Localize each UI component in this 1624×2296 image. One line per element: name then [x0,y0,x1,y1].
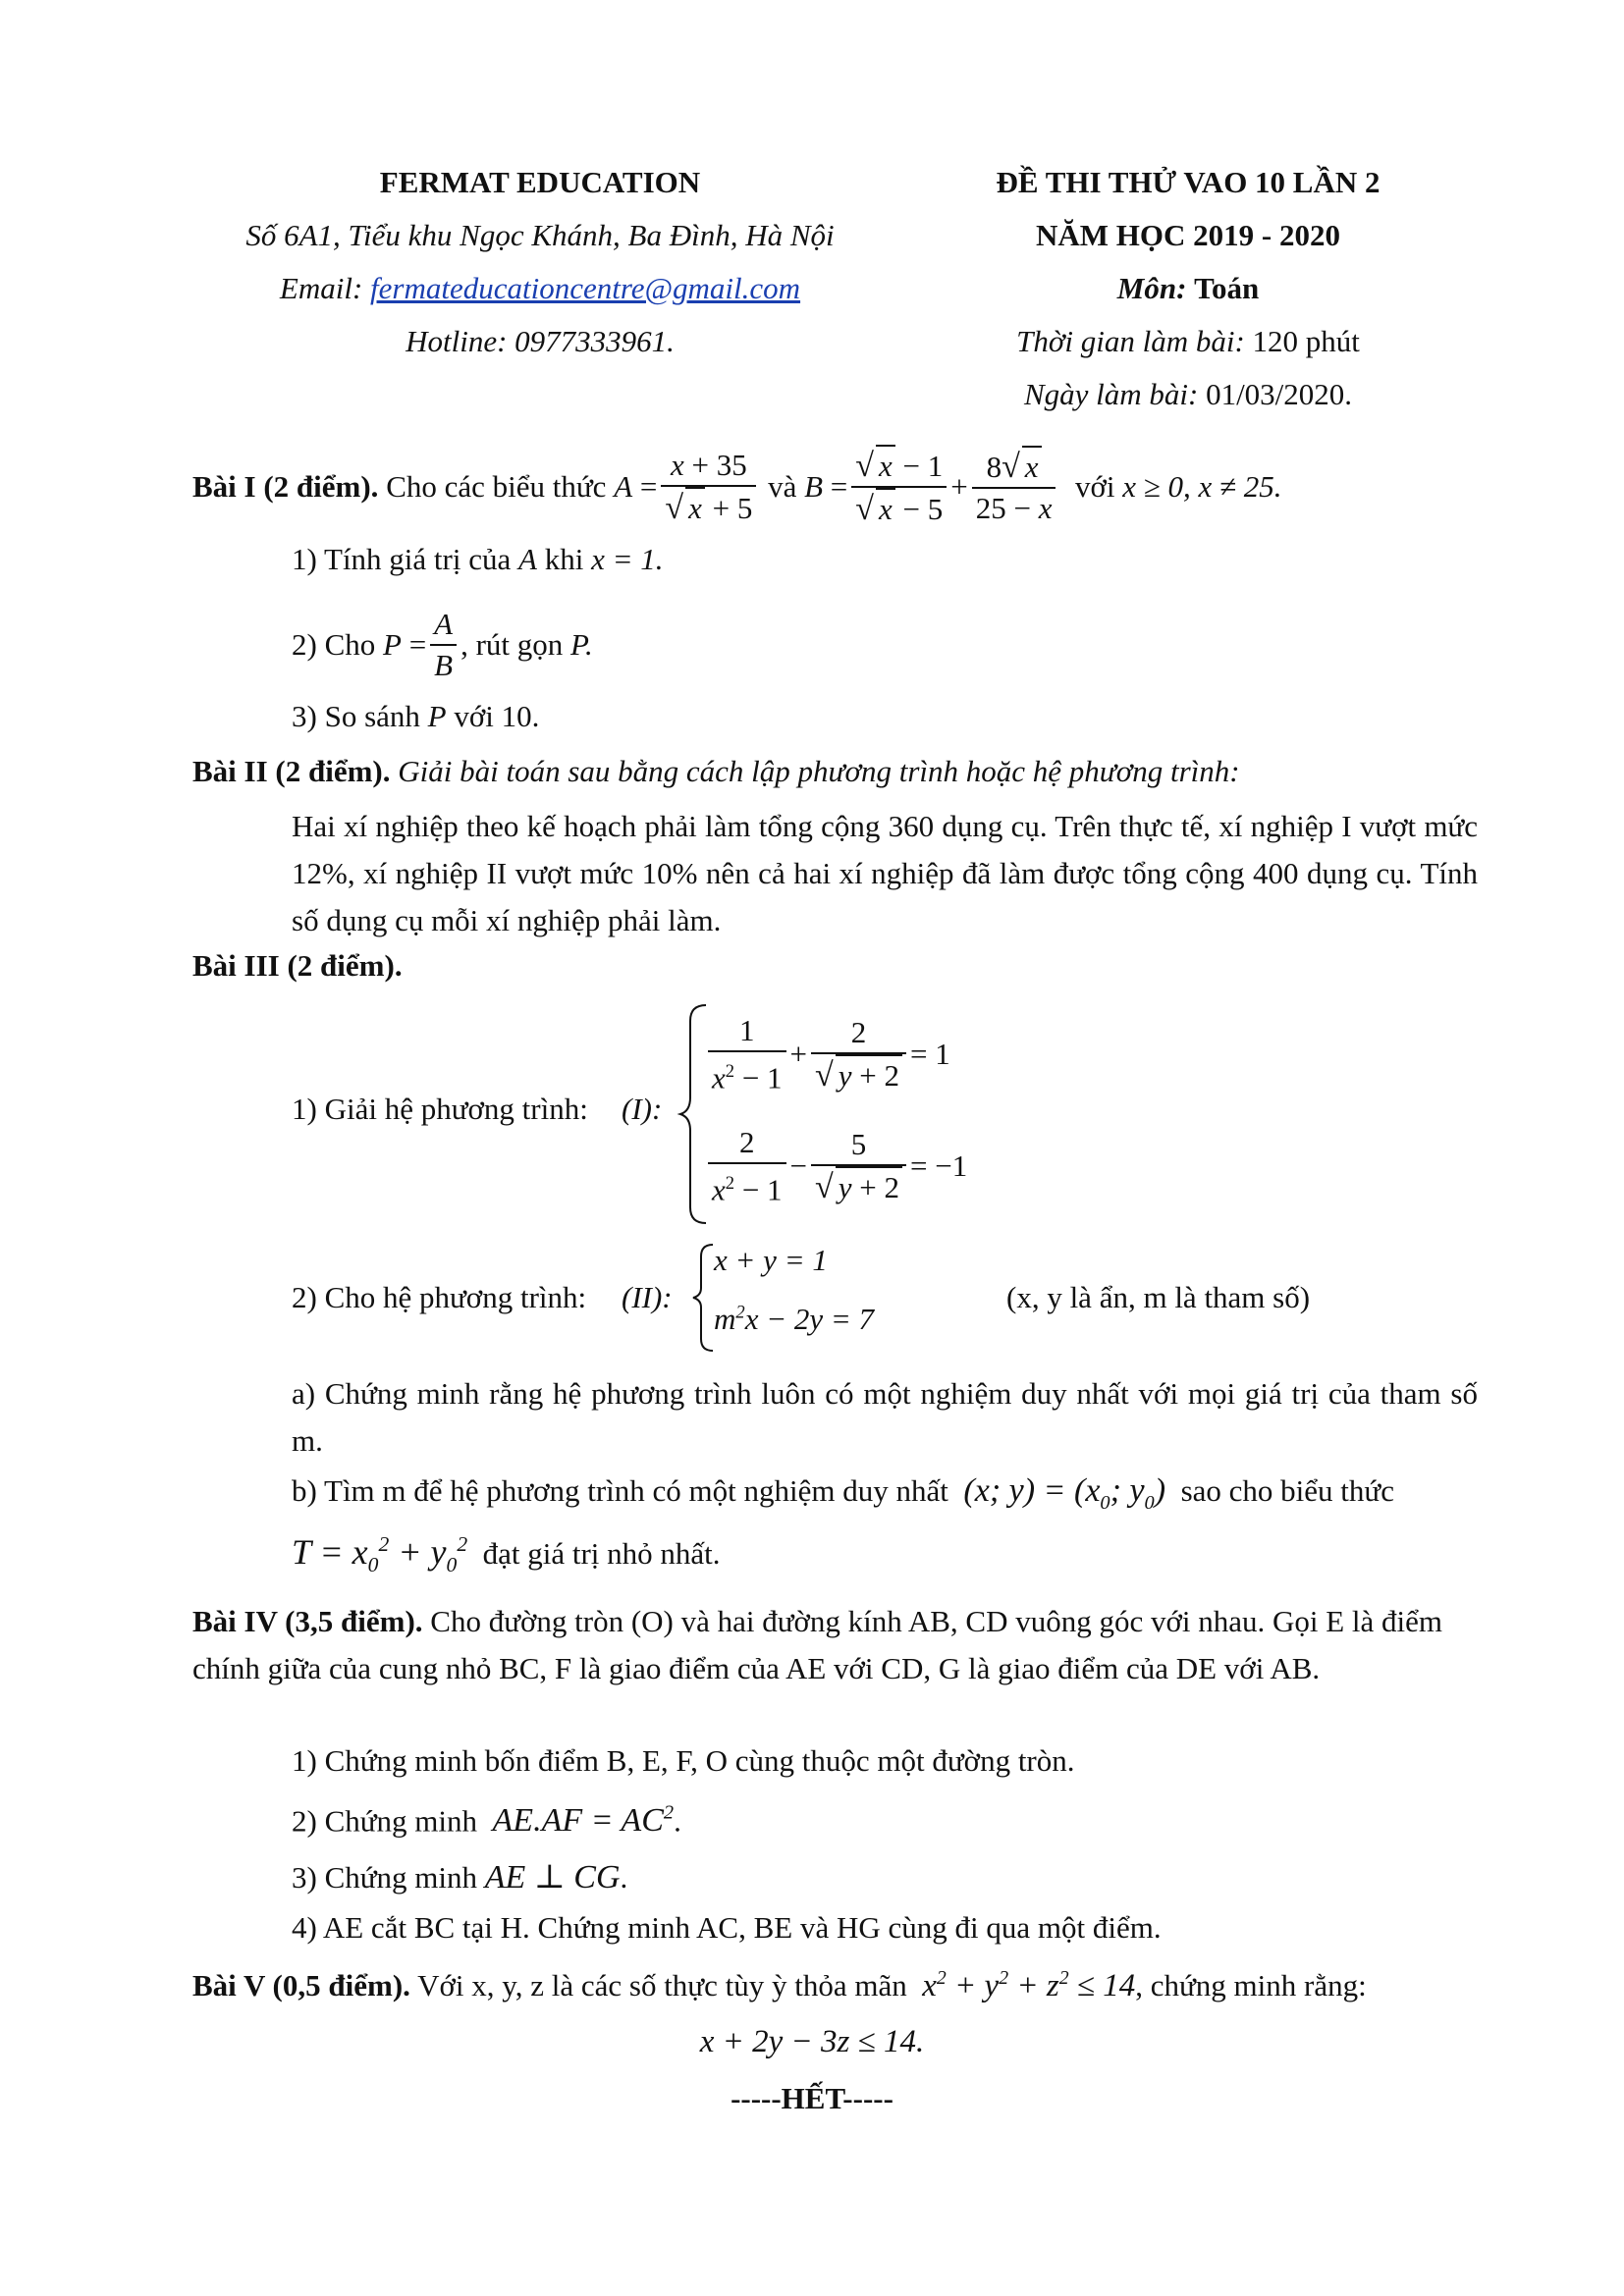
org-email-line [206,271,874,306]
bai2-head: Bài II (2 điểm). [192,754,391,788]
bai5-tail: , chứng minh rằng: [1135,1968,1367,2002]
bai3-qb-pair: (x; $y) = (x_0$; $y_0$) [963,1472,1166,1514]
bai2-head-line [192,754,1240,789]
expr-a-fraction: $\frac{x + 35}{√ x + 5}$ [661,446,756,528]
bai4-head: Bài IV (3,5 điểm). [192,1604,423,1638]
bai1-q3-text: 3) So sánh [292,699,420,733]
bai5-cond-end: ≤ 14 [1076,1968,1136,2003]
subject-label: Môn: [1116,271,1187,305]
exam-time [943,324,1434,359]
bai3-qb-end: đạt giá trị nhỏ nhất. [482,1536,721,1571]
bai5-line [192,1967,1367,2004]
bai1-q1-a: A [518,542,537,576]
end-marker: -----HẾT----- [731,2081,893,2115]
bai4-q2-eq-text: AE.AF = AC [492,1802,664,1840]
time-value: 120 phút [1252,324,1360,358]
bai3-head: Bài III (2 điểm). [192,948,403,983]
system1-eq1: $\frac{1}{x^2 - 1}$ + $\frac{2}{√ y + 2}$ = 1 [704,1011,950,1097]
bai4-q3-eq: AE ⊥ CG [484,1859,621,1896]
email-label: Email: [279,271,371,305]
bai1-q2: 2) Cho P = $\frac{A}{B}$ , rút gọn P. [292,601,593,689]
system2-eq2: $m^2x - 2y = 7$ [714,1302,875,1336]
bai1-q1-value: x = 1. [591,542,664,576]
bai4-q4: 4) AE cắt BC tại H. Chứng minh AC, BE và HG cùng đi qua một điểm. [292,1910,1162,1945]
bai1-q3-rest: với 10. [454,699,540,733]
exam-subject [943,271,1434,306]
bai4-body: Cho đường tròn (O) và hai đường kính AB, CD vuông góc với nhau. Gọi E là điểm chính giữa của cung nhỏ BC, F là giao điểm của AE với CD, G là giao điểm của DE với AB. [192,1604,1443,1685]
expr-b-fraction-1: $\frac{√ x - 1}{√ x - 5}$ [851,445,947,529]
subject-value: Toán [1194,271,1260,305]
p-fraction: $\frac{A}{B}$ [430,605,457,685]
bai3-qb-rest: sao cho biểu thức [1180,1473,1394,1508]
bai3-q2 [292,1239,1480,1357]
system2-eq2-rest: x − 2y = 7 [744,1302,875,1336]
bai1-q2-rest: , rút gọn [460,627,564,662]
time-label: Thời gian làm bài: [1016,324,1245,358]
bai5-body: Với x, y, z là các số thực tùy ỳ thỏa mãn [417,1968,907,2002]
bai3-q2-note: (x, y là ẩn, m là tham số) [1006,1280,1311,1314]
bai4-q2-text: 2) Chứng minh [292,1803,478,1839]
bai1-q1-text: 1) Tính giá trị của [292,542,512,576]
exam-title: ĐỀ THI THỬ VAO 10 LẦN 2 [996,165,1380,199]
org-name: FERMAT EDUCATION [379,165,701,199]
bai4-q1: 1) Chứng minh bốn điểm B, E, F, O cùng thuộc một đường tròn. [292,1743,1075,1778]
email-link[interactable]: fermateducationcentre@gmail.com [370,271,801,305]
bai3-qb-pair-text: (x; y) = (x [963,1472,1101,1509]
bai1-q2-p: P. [570,627,593,662]
exam-date [943,377,1434,412]
bai3-qb-t: $T = x_0^2 + y_0^2$ [292,1532,468,1577]
bai3-q1-text: 1) Giải hệ phương trình: [292,1092,588,1126]
bai3-qa: a) Chứng minh rằng hệ phương trình luôn có một nghiệm duy nhất với mọi giá trị của tham số m. [292,1376,1478,1458]
bai1-q3 [292,699,539,734]
bai1-q3-p: P [427,699,447,733]
org-address: Số 6A1, Tiểu khu Ngọc Khánh, Ba Đình, Hà Nội [245,218,835,252]
bai1-cond-word: với [1074,469,1115,504]
bai3-qb-text: b) Tìm m để hệ phương trình có một nghiệm duy nhất [292,1473,948,1508]
bai1-and: và [768,469,797,504]
bai1-intro: Cho các biểu thức [386,469,607,504]
bai1-head: Bài I (2 điểm). [192,469,379,504]
bai1-line: Bài I (2 điểm). Cho các biểu thức A = $\frac{x + 35}{√ x + 5}$ và B = $\frac{√ x - 1}{√ x - 5}$ + $\frac{8√ x}{25 - x}$ với x ≥ 0, x ≠ 25. [192,438,1282,536]
expr-b-fraction-2: $\frac{8√ x}{25 - x}$ [972,446,1056,528]
bai1-q2-text: 2) Cho [292,627,376,662]
system2-eq1: x + y = 1 [714,1243,828,1277]
bai5-head: Bài V (0,5 điểm). [192,1968,410,2002]
expr-a-symbol: A [614,469,633,504]
bai4-q3-text: 3) Chứng minh [292,1860,478,1895]
bai4-q2-eq: $AE.AF = AC^2$ [492,1802,675,1840]
bai3-q2-label: (II): [622,1280,673,1314]
org-hotline: Hotline: 0977333961. [406,324,675,358]
bai5-condition: $x^2 + y^2 + z^2 \le 14$ [922,1967,1136,2003]
bai1-q1 [292,542,664,577]
bai3-q2-text: 2) Cho hệ phương trình: [292,1280,587,1314]
bai5-inequality: x + 2y − 3z ≤ 14. [699,2024,925,2059]
bai3-q1 [292,1001,1077,1227]
bai4-paragraph [192,1598,1479,1692]
system1-eq2: $\frac{2}{x^2 - 1}$ − $\frac{5}{√ y + 2}$ = −1 [704,1123,967,1209]
date-label: Ngày làm bài: [1023,377,1199,411]
expr-b-symbol: B [804,469,824,504]
bai4-q2: 2) Chứng minh $AE.AF = AC^2$. [292,1802,681,1840]
bai3-qb-t-text: T = x [292,1532,368,1572]
date-value: 01/03/2020. [1206,377,1353,411]
exam-year: NĂM HỌC 2019 - 2020 [1036,218,1340,252]
bai3-qb-line2 [292,1531,721,1577]
bai3-qb-line1 [292,1472,1394,1515]
bai2-body: Hai xí nghiệp theo kế hoạch phải làm tổng cộng 360 dụng cụ. Trên thực tế, xí nghiệp I vượt mức 12%, xí nghiệp II vượt mức 10% nên cả hai xí nghiệp đã làm được tổng cộng 400 dụng cụ. Tính số dụng cụ mỗi xí nghiệp phải làm. [292,809,1478,937]
bai1-condition: x ≥ 0, x ≠ 25. [1122,469,1282,504]
bai2-intro: Giải bài toán sau bằng cách lập phương trình hoặc hệ phương trình: [398,754,1240,788]
bai1-q1-when: khi [544,542,584,576]
bai4-q3: 3) Chứng minh AE ⊥ CG. [292,1859,628,1896]
bai3-q1-label: (I): [622,1092,663,1126]
